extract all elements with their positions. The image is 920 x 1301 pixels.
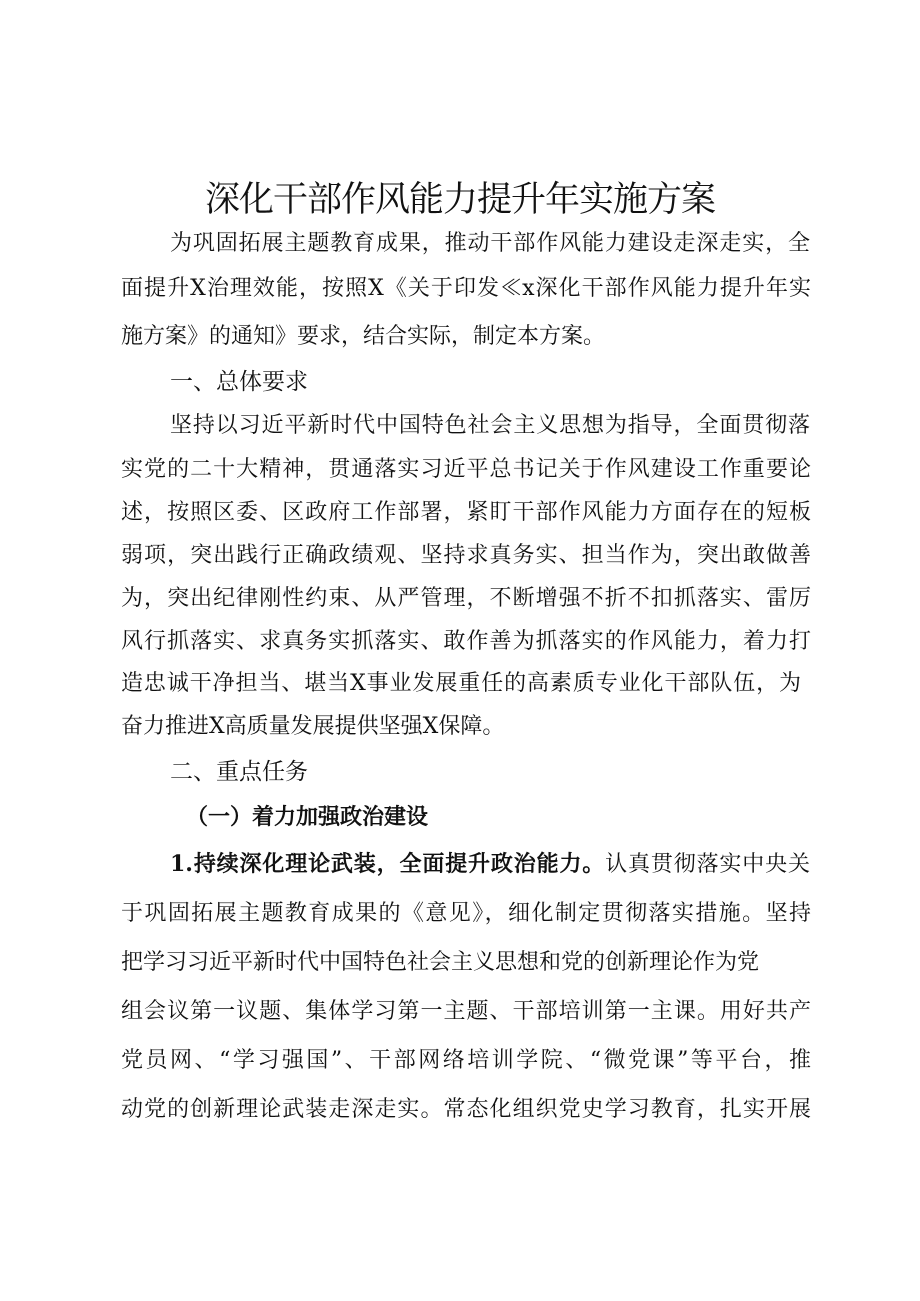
- paragraph-line: 党员网、“学习强国”、干部网络培训学院、“微党课”等平台，推: [121, 1048, 811, 1073]
- paragraph-line: 于巩固拓展主题教育成果的《意见》，细化制定贯彻落实措施。坚持: [121, 901, 811, 926]
- item-lead-sentence: 1.持续深化理论武装，全面提升政治能力。: [170, 851, 606, 877]
- paragraph-line: 风行抓落实、求真务实抓落实、敢作善为抓落实的作风能力，着力打: [121, 629, 811, 654]
- intro-line-2: 面提升X治理效能，按照X《关于印发≪x深化干部作风能力提升年实: [121, 276, 811, 301]
- paragraph-line: 奋力推进X高质量发展提供坚强X保障。: [121, 714, 505, 739]
- paragraph-line: 造忠诚干净担当、堪当X事业发展重任的高素质专业化干部队伍，为: [121, 671, 801, 696]
- paragraph-line: 述，按照区委、区政府工作部署，紧盯干部作风能力方面存在的短板: [121, 500, 811, 525]
- document-title: 深化干部作风能力提升年实施方案: [204, 180, 715, 220]
- paragraph-line: 为，突出纪律刚性约束、从严管理，不断增强不折不扣抓落实、雷厉: [121, 586, 811, 611]
- section-heading-general-requirements: 一、总体要求: [170, 369, 308, 395]
- subsection-heading-political-building: （一）着力加强政治建设: [186, 804, 429, 830]
- paragraph-line: 动党的创新理论武装走深走实。常态化组织党史学习教育，扎实开展: [121, 1097, 811, 1122]
- paragraph-line: 实党的二十大精神，贯通落实习近平总书记关于作风建设工作重要论: [121, 457, 811, 482]
- intro-line-1: 为巩固拓展主题教育成果，推动干部作风能力建设走深走实，全: [170, 231, 810, 256]
- paragraph-line: 把学习习近平新时代中国特色社会主义思想和党的创新理论作为党: [121, 950, 760, 975]
- item-first-line: [0, 848, 810, 881]
- paragraph-line: 弱项，突出践行正确政绩观、坚持求真务实、担当作为，突出敢做善: [121, 543, 811, 568]
- item-first-line-rest: 认真贯彻落实中央关: [605, 852, 810, 877]
- paragraph-line: 坚持以习近平新时代中国特色社会主义思想为指导，全面贯彻落: [170, 413, 810, 438]
- intro-line-3: 施方案》的通知》要求，结合实际，制定本方案。: [121, 324, 606, 349]
- section-heading-key-tasks: 二、重点任务: [170, 759, 308, 785]
- paragraph-line: 组会议第一议题、集体学习第一主题、干部培训第一主课。用好共产: [121, 999, 811, 1024]
